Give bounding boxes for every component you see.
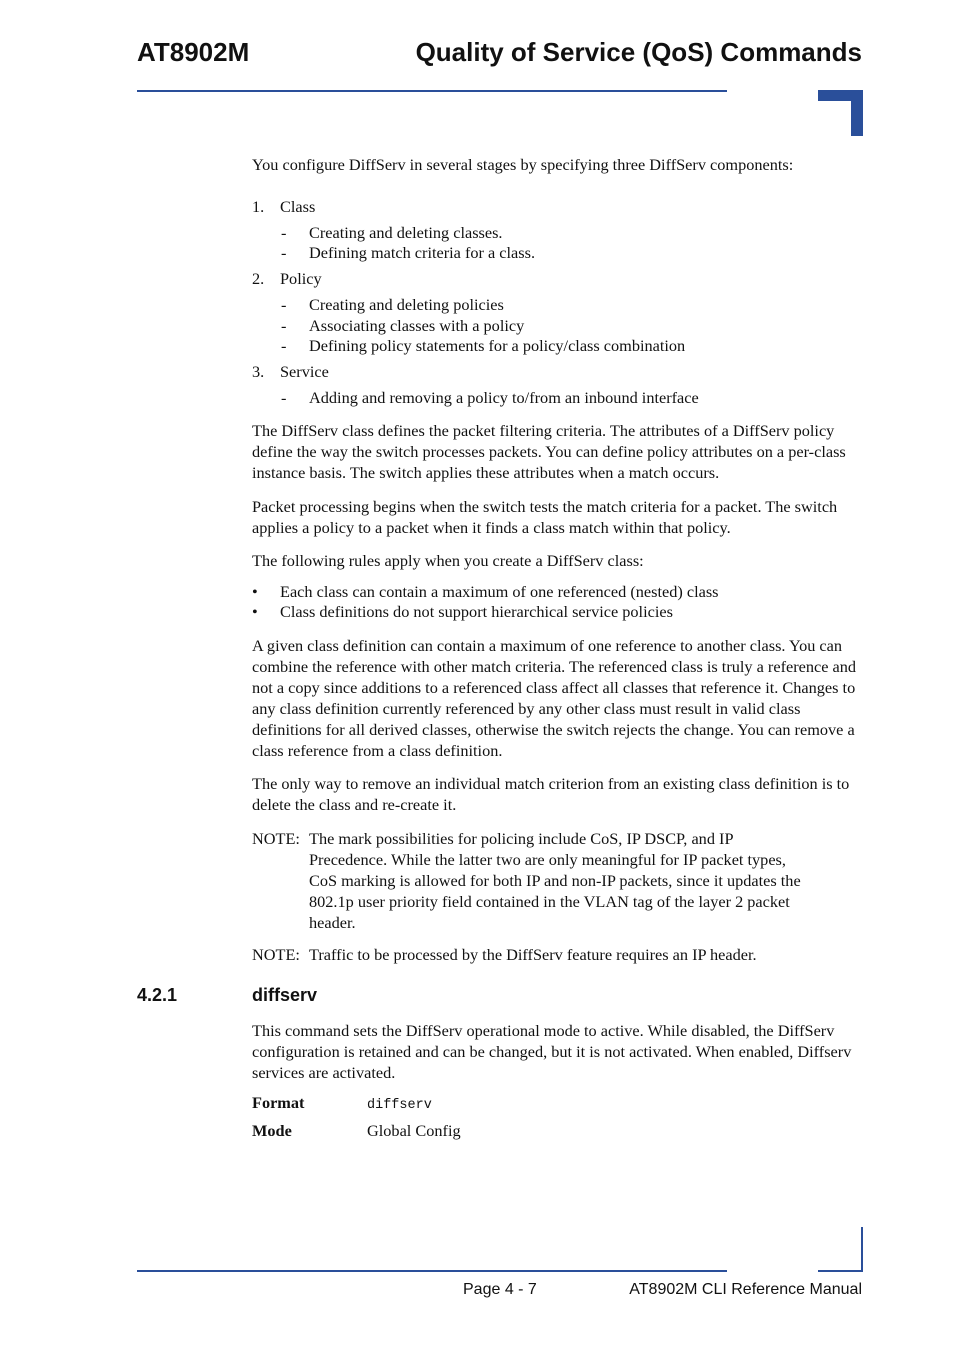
list-label: Service bbox=[280, 362, 329, 381]
note-ip-header bbox=[252, 944, 864, 966]
rules-list bbox=[252, 581, 864, 625]
sub-item-text: Defining match criteria for a class. bbox=[309, 243, 536, 262]
sub-item bbox=[281, 335, 685, 356]
paragraph-remove-criterion bbox=[252, 773, 864, 815]
intro-text: You configure DiffServ in several stages by specifying three DiffServ components: bbox=[252, 155, 794, 174]
dash-marker: - bbox=[281, 388, 287, 407]
section-description bbox=[252, 1020, 864, 1083]
footer-manual-title: AT8902M CLI Reference Manual bbox=[629, 1281, 862, 1298]
mode-row bbox=[252, 1120, 461, 1141]
bullet-text: Each class can contain a maximum of one referenced (nested) class bbox=[280, 582, 719, 601]
bullet-marker: • bbox=[252, 602, 258, 621]
intro-paragraph bbox=[252, 154, 864, 175]
section-title: diffserv bbox=[252, 985, 318, 1005]
paragraph-rules-intro bbox=[252, 550, 864, 571]
sub-item bbox=[281, 222, 503, 243]
paragraph-packet-processing bbox=[252, 496, 864, 538]
paragraph-text: The DiffServ class defines the packet filtering criteria. The attributes of a DiffServ policy define the way the switch processes packets. You can define policy attributes on a per-class instance basis. The switch applies these attributes when a match occurs. bbox=[252, 421, 846, 482]
format-value: diffserv bbox=[367, 1098, 432, 1113]
dash-marker: - bbox=[281, 223, 287, 242]
sub-item bbox=[281, 315, 524, 336]
dash-marker: - bbox=[281, 336, 287, 355]
paragraph-class-definition bbox=[252, 420, 864, 483]
sub-item-text: Adding and removing a policy to/from an inbound interface bbox=[309, 388, 699, 407]
sub-item bbox=[281, 242, 535, 263]
list-number: 1. bbox=[252, 197, 265, 216]
header-chapter-title: Quality of Service (QoS) Commands bbox=[415, 37, 862, 67]
format-label: Format bbox=[252, 1093, 305, 1112]
paragraph-class-reference bbox=[252, 635, 864, 761]
dash-marker: - bbox=[281, 316, 287, 335]
mode-label: Mode bbox=[252, 1121, 292, 1140]
list-number: 3. bbox=[252, 362, 265, 381]
note-text: Traffic to be processed by the DiffServ feature requires an IP header. bbox=[309, 945, 757, 964]
list-item-policy bbox=[252, 268, 322, 289]
paragraph-text: A given class definition can contain a maximum of one reference to another class. You can combine the reference with other match criteria. The referenced class is truly a reference and not a copy since additions to a referenced class affect all classes that reference it. Changes to any class definition currently referenced by any other class must result in valid class definitions for all derived classes, otherwise the switch rejects the change. You can remove a class reference from a class definition. bbox=[252, 636, 857, 760]
list-item-service bbox=[252, 361, 329, 382]
list-item-class bbox=[252, 196, 315, 217]
command-properties bbox=[252, 1092, 864, 1142]
list-label: Policy bbox=[280, 269, 322, 288]
note-marking bbox=[252, 828, 864, 938]
sub-item bbox=[281, 294, 504, 315]
header-product: AT8902M bbox=[137, 37, 250, 67]
paragraph-text: The only way to remove an individual match criterion from an existing class definition is to delete the class and re-create it. bbox=[252, 774, 850, 814]
section-heading bbox=[137, 985, 317, 1006]
mode-value: Global Config bbox=[367, 1121, 461, 1140]
list-number: 2. bbox=[252, 269, 265, 288]
bullet-text: Class definitions do not support hierarchical service policies bbox=[280, 602, 673, 621]
paragraph-text: Packet processing begins when the switch tests the match criteria for a packet. The switch applies a policy to a packet when it finds a class match within that policy. bbox=[252, 497, 838, 537]
header-rule bbox=[137, 90, 727, 92]
bullet-item bbox=[252, 581, 719, 602]
sub-item bbox=[281, 387, 699, 408]
header-corner-bracket-vertical bbox=[851, 90, 863, 136]
sub-item-text: Creating and deleting policies bbox=[309, 295, 504, 314]
sub-item-text: Creating and deleting classes. bbox=[309, 223, 503, 242]
paragraph-text: This command sets the DiffServ operational mode to active. While disabled, the DiffServ configuration is retained and can be changed, but it is not activated. When enabled, Diffserv services are activated. bbox=[252, 1021, 852, 1082]
dash-marker: - bbox=[281, 243, 287, 262]
footer-corner-bracket-vertical bbox=[861, 1227, 863, 1272]
note-label: NOTE: bbox=[252, 945, 300, 964]
note-label: NOTE: bbox=[252, 829, 300, 848]
sub-item-text: Associating classes with a policy bbox=[309, 316, 525, 335]
footer-page-number: Page 4 - 7 bbox=[463, 1281, 537, 1298]
paragraph-text: The following rules apply when you create a DiffServ class: bbox=[252, 551, 644, 570]
bullet-item bbox=[252, 601, 673, 622]
bullet-marker: • bbox=[252, 582, 258, 601]
footer-corner-bracket-horizontal bbox=[818, 1270, 863, 1272]
format-row bbox=[252, 1092, 432, 1116]
sub-item-text: Defining policy statements for a policy/class combination bbox=[309, 336, 686, 355]
list-label: Class bbox=[280, 197, 316, 216]
note-text: The mark possibilities for policing include CoS, IP DSCP, and IP Precedence. While the latter two are only meaningful for IP packet types, CoS marking is allowed for both IP and non-IP packets, since it updates the 802.1p user priority field contained in the VLAN tag of the layer 2 packet header. bbox=[309, 829, 801, 932]
section-number: 4.2.1 bbox=[137, 985, 178, 1005]
dash-marker: - bbox=[281, 295, 287, 314]
footer-rule bbox=[137, 1270, 727, 1272]
components-list bbox=[252, 196, 864, 416]
